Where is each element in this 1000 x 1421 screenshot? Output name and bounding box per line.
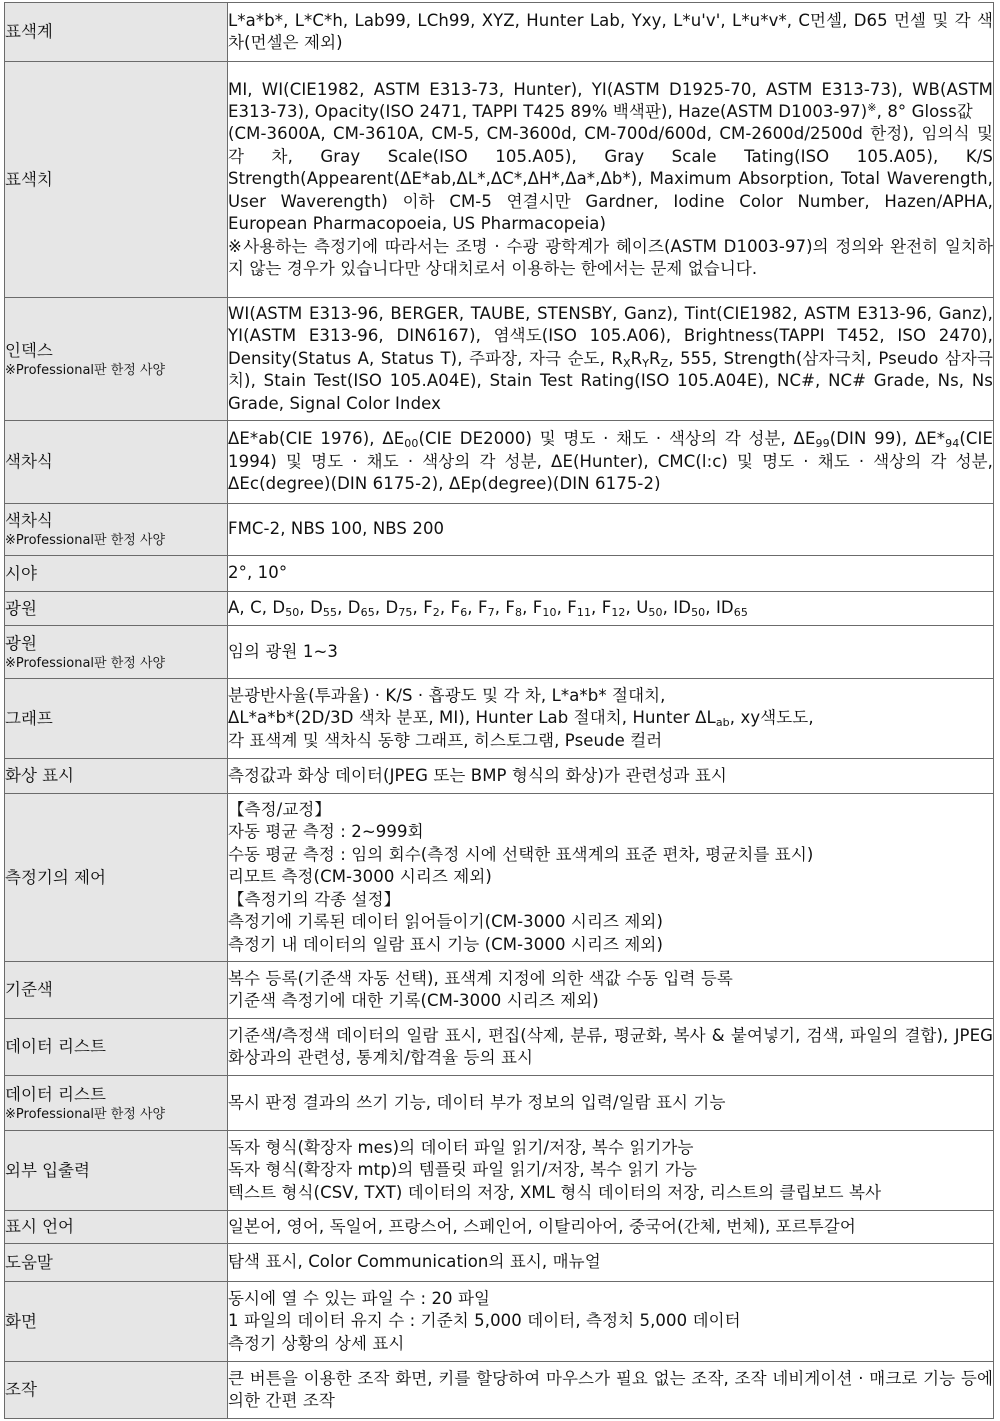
row-graph [5, 679, 994, 759]
value-text: , F [591, 598, 612, 618]
value-text: , U [625, 598, 649, 618]
row-label [5, 962, 228, 1019]
subscript: 65 [360, 606, 375, 620]
value-text: 측정기에 기록된 데이터 읽어들이기(CM-3000 시리즈 제외) [228, 912, 663, 932]
value-text: , 8° Gloss값 [876, 102, 973, 122]
row-label [5, 626, 228, 679]
value-text: 일본어, 영어, 독일어, 프랑스어, 스페인어, 이탈리아어, 중국어(간체, 번체), 포르투갈어 [228, 1216, 856, 1236]
label-text: 시야 [5, 563, 37, 583]
row-label [5, 759, 228, 794]
value-text: ※사용하는 측정기에 따라서는 조명 · 수광 광학계가 헤이즈(ASTM D1003-97)의 정의와 완전히 일치하지 않는 경우가 있습니다만 상대치로서 이용하는 한에서는 문제 없습니다. [228, 236, 993, 278]
value-text: , xy색도도, [729, 708, 814, 728]
label-text: 인덱스 [5, 340, 53, 360]
row-label [5, 298, 228, 421]
value-text: 수동 평균 측정 : 임의 회수(측정 시에 선택한 표색계의 표준 편차, 평균치를 표시) [228, 844, 814, 864]
professional-note: ※Professional판 한정 사양 [5, 655, 166, 671]
row-value [228, 556, 994, 592]
note-mark: ※ [867, 101, 877, 115]
value-text: , F [439, 598, 461, 618]
professional-note: ※Professional판 한정 사양 [5, 1106, 166, 1122]
row-value [228, 1019, 994, 1076]
row-data-list-pro [5, 1076, 994, 1131]
value-line [228, 707, 993, 729]
value-text: 측정기 상황의 상세 표시 [228, 1333, 405, 1353]
label-text: 측정기의 제어 [5, 867, 106, 887]
row-value [228, 759, 994, 794]
subscript: 94 [945, 437, 960, 451]
value-text: 목시 판정 결과의 쓰기 기능, 데이터 부가 정보의 입력/일람 표시 기능 [228, 1092, 726, 1112]
row-value [228, 1282, 994, 1362]
label-text: 그래프 [5, 708, 53, 728]
row-label [5, 1131, 228, 1211]
value-text: , F [412, 598, 433, 618]
value-text: (CIE DE2000) 및 명도 · 채도 · 색상의 각 성분, ΔE [418, 429, 816, 449]
row-label [5, 3, 228, 62]
row-label [5, 504, 228, 556]
label-text: 색차식 [5, 452, 53, 471]
value-text: , 555, Strength(삼자극치, Pseudo 삼자극치), Stain Test(ISO 105.A04E), Stain Test Rating(ISO 105.A04E), NC#, NC# Grade, Ns, Ns Grade, Signal Color Index [228, 348, 993, 413]
label-text: 표색계 [5, 22, 53, 41]
value-text: 기준색/측정색 데이터의 일람 표시, 편집(삭제, 분류, 평균화, 복사 & 붙여넣기, 검색, 파일의 결합), JPEG 화상과의 관련성, 통계치/합격율 등의 표시 [228, 1025, 993, 1067]
row-illuminant [5, 592, 994, 626]
row-color-difference [5, 421, 994, 504]
value-text: (CM-3600A, CM-3610A, CM-5, CM-3600d, CM-700d/600d, CM-2600d/2500d 한정), 임의식 및 각 차, Gray Scale(ISO 105.A05), Gray Scale Tating(ISO 105.A05), K/S Strength(Appearent(ΔE*ab,ΔL*,ΔC*,ΔH*,Δa*,Δb*), Maximum Absorption, Total Waverength, User Waverength) 이하 CM-5 연결시만 Gardner, Iodine Color Number, Hazen/APHA, European Pharmacopoeia, US Pharmacopeia) [228, 124, 993, 234]
subscript: 12 [611, 606, 626, 620]
row-field-of-view [5, 556, 994, 592]
value-text: , F [494, 598, 515, 618]
row-value [228, 1362, 994, 1419]
value-text: 임의 광원 1~3 [228, 641, 338, 661]
label-text: 표색치 [5, 169, 53, 189]
subscript: Z [660, 356, 669, 370]
value-text: , ID [705, 598, 734, 618]
label-text: 화면 [5, 1311, 37, 1331]
subscript: 8 [514, 606, 523, 620]
label-text: 데이터 리스트 [5, 1037, 106, 1056]
row-label [5, 1282, 228, 1362]
row-color-system [5, 3, 994, 62]
row-operation [5, 1362, 994, 1419]
row-help [5, 1244, 994, 1282]
label-text: 광원 [5, 598, 37, 618]
subscript: 75 [398, 606, 413, 620]
value-text: , D [337, 598, 361, 618]
label-text: 기준색 [5, 980, 53, 999]
row-label [5, 556, 228, 592]
row-label [5, 794, 228, 962]
value-text: 독자 형식(확장자 mes)의 데이터 파일 읽기/저장, 복수 읽기가능 [228, 1137, 694, 1157]
label-text: 데이터 리스트 [5, 1084, 106, 1104]
subscript: 55 [322, 606, 338, 620]
label-text: 도움말 [5, 1252, 53, 1272]
professional-note: ※Professional판 한정 사양 [5, 533, 166, 548]
subscript: 50 [691, 606, 706, 620]
row-label [5, 62, 228, 298]
subscript: 50 [285, 606, 300, 620]
row-value [228, 592, 994, 626]
value-text: MI, WI(CIE1982, ASTM E313-73, Hunter), YI(ASTM D1925-70, ASTM E313-73), WB(ASTM E313-73), Opacity(ISO 2471, TAPPI T425 89% 백색판), Haze(ASTM D1003-97) [228, 79, 993, 122]
row-value [228, 62, 994, 298]
value-text: , D [374, 598, 399, 618]
value-text: , F [556, 598, 577, 618]
row-reference-color [5, 962, 994, 1019]
value-text: 분광반사율(투과율) · K/S · 흡광도 및 각 차, L*a*b* 절대치, [228, 685, 666, 705]
row-value [228, 962, 994, 1019]
professional-note: ※Professional판 한정 사양 [5, 362, 166, 378]
row-color-difference-pro [5, 504, 994, 556]
value-text: R [630, 348, 643, 368]
value-text: WI(ASTM E313-96, BERGER, TAUBE, STENSBY, Ganz), Tint(CIE1982, ASTM E313-96, Ganz), YI(ASTM E313-96, DIN6167), 염색도(ISO 105.A06), Brightness(TAPPI T452, ISO 2470), Density(Status A, Status T), 주파장, 자극 순도, [228, 303, 993, 368]
value-text: 1 파일의 데이터 유지 수 : 기준치 5,000 데이터, 측정치 5,000 데이터 [228, 1311, 741, 1331]
label-text: 광원 [5, 633, 37, 653]
subscript: 00 [404, 437, 419, 451]
row-instrument-control [5, 794, 994, 962]
row-value [228, 1131, 994, 1211]
row-label [5, 1019, 228, 1076]
value-text: R [611, 348, 623, 368]
value-text: 독자 형식(확장자 mtp)의 템플릿 파일 읽기/저장, 복수 읽기 가능 [228, 1160, 698, 1180]
row-label [5, 592, 228, 626]
section-heading: 【측정기의 각종 설정】 [228, 889, 401, 909]
row-display-language [5, 1211, 994, 1244]
subscript: 2 [432, 606, 440, 620]
subscript: 65 [733, 606, 748, 620]
row-value [228, 626, 994, 679]
row-value [228, 3, 994, 62]
value-text: ΔL*a*b*(2D/3D 색차 분포, MI), Hunter Lab 절대치, Hunter ΔL [228, 708, 716, 728]
subscript: 50 [648, 606, 663, 620]
subscript: 6 [460, 606, 468, 620]
value-text: FMC-2, NBS 100, NBS 200 [228, 519, 445, 539]
row-external-io [5, 1131, 994, 1211]
value-text: (CIE 1994) 및 명도 · 채도 · 색상의 각 성분, ΔE(Hunter), CMC(l:c) 및 명도 · 채도 · 색상의 각 성분, ΔEc(degree)(DIN 6175-2), ΔEp(degree)(DIN 6175-2) [228, 429, 993, 494]
row-value [228, 1211, 994, 1244]
row-label [5, 1211, 228, 1244]
value-text: A, C, D [228, 598, 286, 618]
value-text: 자동 평균 측정 : 2~999회 [228, 822, 424, 842]
row-value [228, 794, 994, 962]
value-text: 큰 버튼을 이용한 조작 화면, 키를 할당하여 마우스가 필요 없는 조작, 조작 네비게이션 · 매크로 기능 등에 의한 간편 조작 [228, 1368, 993, 1410]
row-label [5, 1076, 228, 1131]
row-color-values [5, 62, 994, 298]
value-text: 각 표색계 및 색차식 동향 그래프, 히스토그램, Pseude 컬러 [228, 730, 663, 750]
row-index [5, 298, 994, 421]
value-text: 동시에 열 수 있는 파일 수 : 20 파일 [228, 1288, 491, 1308]
row-data-list [5, 1019, 994, 1076]
value-text: 탐색 표시, Color Communication의 표시, 매뉴얼 [228, 1252, 601, 1272]
label-text: 외부 입출력 [5, 1160, 90, 1180]
value-text: , D [299, 598, 323, 618]
subscript: Y [642, 356, 650, 370]
subscript: X [622, 356, 631, 370]
value-text: , ID [662, 598, 692, 618]
value-text: , F [522, 598, 543, 618]
row-value [228, 504, 994, 556]
value-text: 복수 등록(기준색 자동 선택), 표색계 지정에 의한 색값 수동 입력 등록 [228, 968, 733, 988]
subscript: 7 [487, 606, 495, 620]
row-label [5, 1362, 228, 1419]
row-label [5, 679, 228, 759]
label-text: 색차식 [5, 511, 53, 530]
label-text: 화상 표시 [5, 766, 75, 785]
section-heading: 【측정/교정】 [228, 800, 332, 820]
row-value [228, 298, 994, 421]
row-label [5, 421, 228, 504]
label-text: 조작 [5, 1380, 37, 1399]
value-text: ΔE*ab(CIE 1976), ΔE [228, 429, 405, 449]
value-text: 2°, 10° [228, 563, 288, 583]
row-value [228, 1076, 994, 1131]
value-text: 기준색 측정기에 대한 기록(CM-3000 시리즈 제외) [228, 991, 599, 1010]
row-screen [5, 1282, 994, 1362]
value-text: L*a*b*, L*C*h, Lab99, LCh99, XYZ, Hunter Lab, Yxy, L*u'v', L*u*v*, C먼셀, D65 먼셀 및 각 색차(먼셀은 제외) [228, 10, 993, 52]
label-text: 표시 언어 [5, 1217, 75, 1236]
value-text: 리모트 측정(CM-3000 시리즈 제외) [228, 867, 492, 887]
spec-table [4, 2, 994, 1419]
subscript: 99 [815, 437, 830, 451]
value-text: 측정기 내 데이터의 일람 표시 기능 (CM-3000 시리즈 제외) [228, 934, 663, 954]
subscript: ab [715, 716, 730, 730]
value-text: 측정값과 화상 데이터(JPEG 또는 BMP 형식의 화상)가 관련성과 표시 [228, 765, 727, 785]
row-illuminant-pro [5, 626, 994, 679]
subscript: 11 [576, 606, 592, 620]
subscript: 10 [542, 606, 557, 620]
row-image-display [5, 759, 994, 794]
row-label [5, 1244, 228, 1282]
row-value [228, 679, 994, 759]
value-text: , F [467, 598, 488, 618]
value-text: 텍스트 형식(CSV, TXT) 데이터의 저장, XML 형식 데이터의 저장, 리스트의 클립보드 복사 [228, 1182, 882, 1202]
row-value [228, 421, 994, 504]
value-text: (DIN 99), ΔE* [829, 429, 946, 449]
row-value [228, 1244, 994, 1282]
value-text: R [649, 348, 661, 368]
